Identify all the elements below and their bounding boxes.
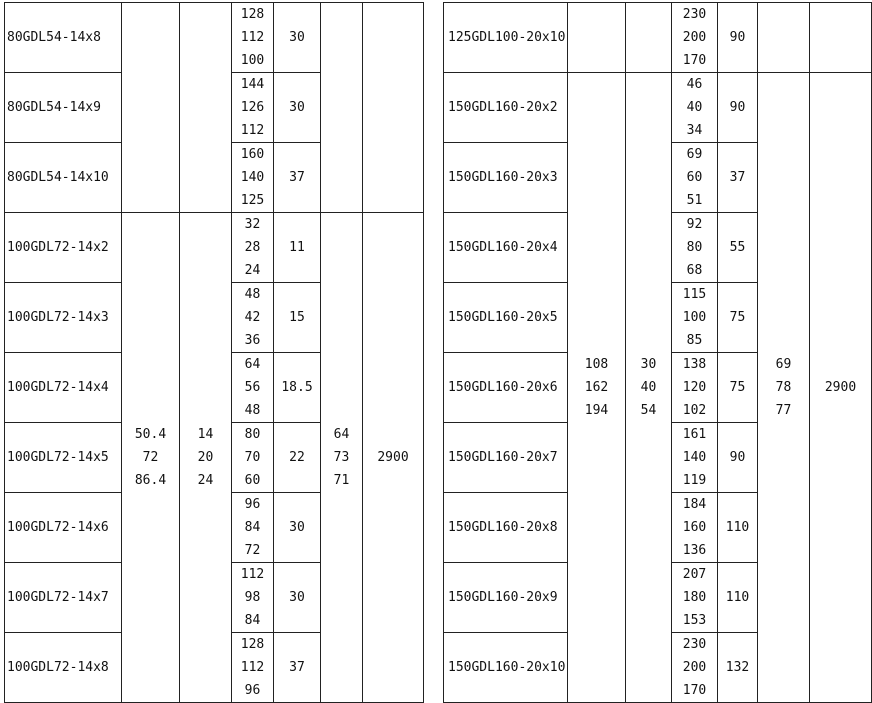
power-cell: 110 <box>718 563 758 633</box>
power-cell: 75 <box>718 353 758 423</box>
model-cell: 150GDL160-20x9 <box>444 563 568 633</box>
table-row <box>444 73 872 143</box>
flow-group-cell: 108 162 194 <box>568 73 626 703</box>
head-cell: 64 56 48 <box>232 353 274 423</box>
model-cell: 100GDL72-14x5 <box>5 423 122 493</box>
power-cell: 90 <box>718 73 758 143</box>
model-cell: 100GDL72-14x4 <box>5 353 122 423</box>
head-cell: 128 112 96 <box>232 633 274 703</box>
head-cell: 161 140 119 <box>672 423 718 493</box>
model-cell: 100GDL72-14x6 <box>5 493 122 563</box>
head-cell: 112 98 84 <box>232 563 274 633</box>
head-cell: 138 120 102 <box>672 353 718 423</box>
head-cell: 96 84 72 <box>232 493 274 563</box>
model-cell: 150GDL160-20x6 <box>444 353 568 423</box>
head-cell: 48 42 36 <box>232 283 274 353</box>
head-cell: 160 140 125 <box>232 143 274 213</box>
speed-group-cell: 2900 <box>363 213 424 703</box>
head-cell: 69 60 51 <box>672 143 718 213</box>
power-cell: 37 <box>274 143 321 213</box>
model-cell: 100GDL72-14x3 <box>5 283 122 353</box>
table-row <box>5 213 424 283</box>
head-cell: 92 80 68 <box>672 213 718 283</box>
power-cell: 30 <box>274 73 321 143</box>
power-cell: 55 <box>718 213 758 283</box>
power-cell: 132 <box>718 633 758 703</box>
power-cell: 90 <box>718 423 758 493</box>
power-cell: 11 <box>274 213 321 283</box>
model-cell: 150GDL160-20x3 <box>444 143 568 213</box>
head-cell: 207 180 153 <box>672 563 718 633</box>
right-spec-table <box>443 2 872 703</box>
power-cell: 90 <box>718 3 758 73</box>
power-cell: 30 <box>274 563 321 633</box>
power-cell: 110 <box>718 493 758 563</box>
flow2-group-cell: 30 40 54 <box>626 73 672 703</box>
table-row <box>5 3 424 73</box>
empty-cell <box>758 3 810 73</box>
empty-group-cell <box>122 3 180 213</box>
empty-cell <box>810 3 872 73</box>
model-cell: 150GDL160-20x10 <box>444 633 568 703</box>
left-spec-table <box>4 2 424 703</box>
empty-group-cell <box>363 3 424 213</box>
head-cell: 115 100 85 <box>672 283 718 353</box>
flow2-group-cell: 14 20 24 <box>180 213 232 703</box>
flow-group-cell: 50.4 72 86.4 <box>122 213 180 703</box>
power-cell: 30 <box>274 493 321 563</box>
model-cell: 100GDL72-14x7 <box>5 563 122 633</box>
model-cell: 80GDL54-14x10 <box>5 143 122 213</box>
empty-group-cell <box>321 3 363 213</box>
model-cell: 150GDL160-20x2 <box>444 73 568 143</box>
empty-group-cell <box>180 3 232 213</box>
table-row <box>444 3 872 73</box>
power-cell: 37 <box>718 143 758 213</box>
power-cell: 75 <box>718 283 758 353</box>
power-cell: 15 <box>274 283 321 353</box>
power-cell: 18.5 <box>274 353 321 423</box>
efficiency-group-cell: 69 78 77 <box>758 73 810 703</box>
model-cell: 80GDL54-14x8 <box>5 3 122 73</box>
model-cell: 150GDL160-20x5 <box>444 283 568 353</box>
head-cell: 230 200 170 <box>672 3 718 73</box>
model-cell: 80GDL54-14x9 <box>5 73 122 143</box>
model-cell: 100GDL72-14x2 <box>5 213 122 283</box>
head-cell: 144 126 112 <box>232 73 274 143</box>
head-cell: 80 70 60 <box>232 423 274 493</box>
empty-cell <box>568 3 626 73</box>
head-cell: 128 112 100 <box>232 3 274 73</box>
model-cell: 150GDL160-20x4 <box>444 213 568 283</box>
head-cell: 46 40 34 <box>672 73 718 143</box>
efficiency-group-cell: 64 73 71 <box>321 213 363 703</box>
head-cell: 32 28 24 <box>232 213 274 283</box>
power-cell: 30 <box>274 3 321 73</box>
power-cell: 37 <box>274 633 321 703</box>
head-cell: 230 200 170 <box>672 633 718 703</box>
speed-group-cell: 2900 <box>810 73 872 703</box>
power-cell: 22 <box>274 423 321 493</box>
head-cell: 184 160 136 <box>672 493 718 563</box>
model-cell: 125GDL100-20x10 <box>444 3 568 73</box>
model-cell: 150GDL160-20x7 <box>444 423 568 493</box>
model-cell: 150GDL160-20x8 <box>444 493 568 563</box>
model-cell: 100GDL72-14x8 <box>5 633 122 703</box>
empty-cell <box>626 3 672 73</box>
